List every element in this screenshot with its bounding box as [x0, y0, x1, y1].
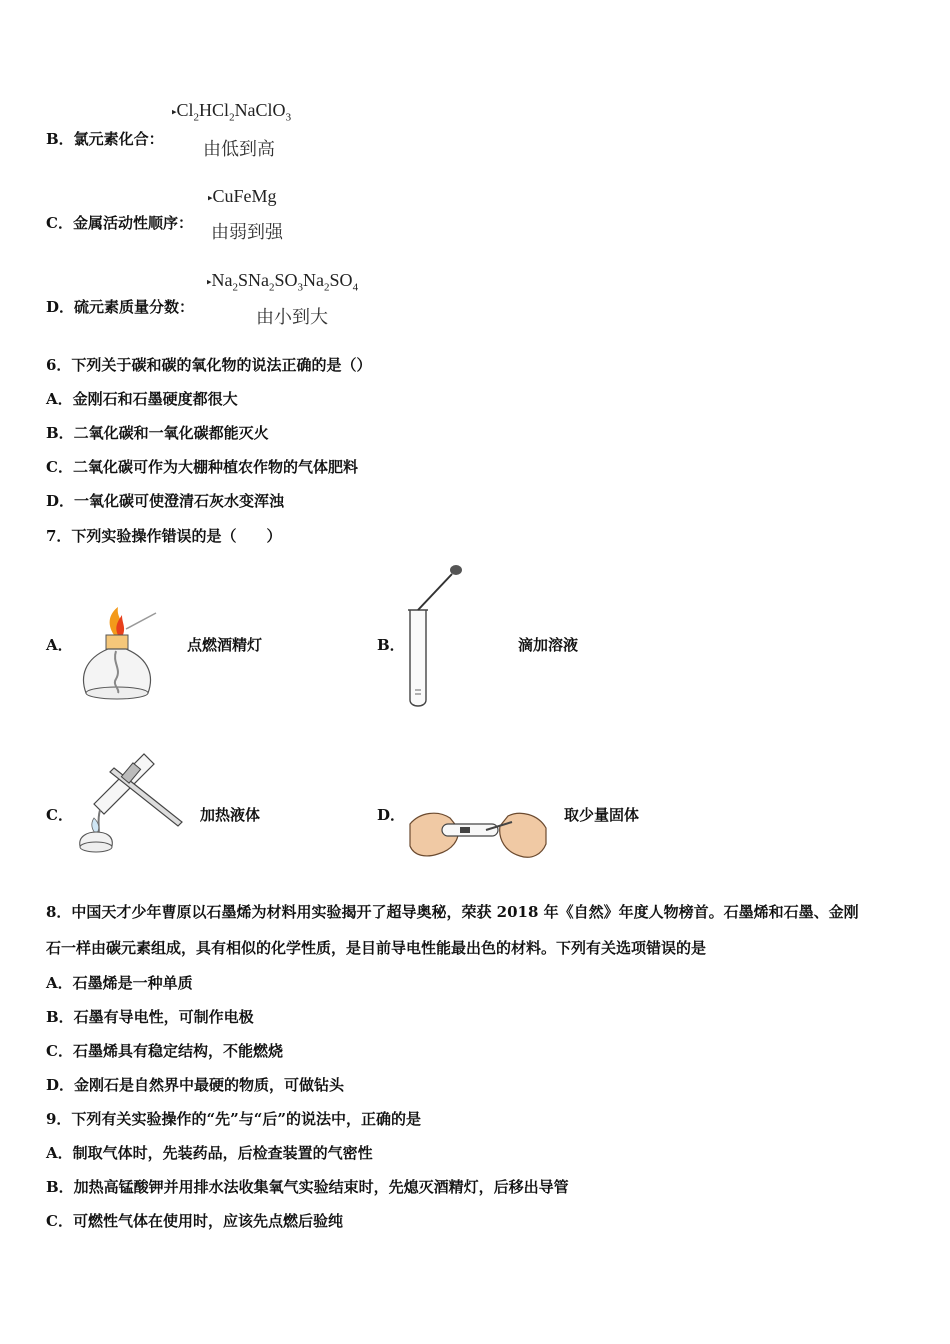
- question-8-option-c: C．石墨烯具有稳定结构，不能燃烧: [46, 1042, 283, 1060]
- q7-choice-b-caption: 滴加溶液: [518, 636, 579, 654]
- arrow-tail-icon: ▸: [208, 192, 213, 203]
- question-6-option-d: D．一氧化碳可使澄清石灰水变浑浊: [46, 492, 285, 510]
- question-6-option-a: A．金刚石和石墨硬度都很大: [46, 390, 238, 408]
- question-9-option-a: A．制取气体时，先装药品，后检查装置的气密性: [46, 1144, 373, 1162]
- option-c-formula: ▸CuFeMg: [208, 186, 277, 206]
- question-9-option-b: B．加热高锰酸钾并用排水法收集氧气实验结束时，先熄灭酒精灯，后移出导管: [46, 1178, 569, 1196]
- option-c-label: C．金属活动性顺序：: [46, 214, 193, 232]
- question-7-stem: 7．下列实验操作错误的是（ ）: [46, 527, 282, 545]
- arrow-tail-icon: ▸: [172, 106, 177, 117]
- option-d-label: D．硫元素质量分数：: [46, 298, 195, 316]
- option-d-direction: 由小到大: [256, 307, 328, 328]
- question-9-option-c: C．可燃性气体在使用时，应该先点燃后验纯: [46, 1212, 343, 1230]
- hands-test-tube-icon: [408, 800, 548, 862]
- q7-choice-c-caption: 加热液体: [200, 806, 261, 824]
- question-9-stem: 9．下列有关实验操作的“先”与“后”的说法中，正确的是: [46, 1110, 421, 1128]
- option-b-direction: 由低到高: [203, 139, 275, 160]
- q7-choice-d-caption: 取少量固体: [564, 806, 640, 824]
- q7-choice-a-caption: 点燃酒精灯: [187, 636, 263, 654]
- question-8-stem-line1: 8．中国天才少年曹原以石墨烯为材料用实验揭开了超导奥秘，荣获 2018 年《自然》年度人物榜首。石墨烯和石墨、金刚: [46, 903, 859, 921]
- question-8-stem-line2: 石一样由碳元素组成，具有相似的化学性质，是目前导电性能最出色的材料。下列有关选项错误的是: [46, 939, 707, 957]
- question-6-option-b: B．二氧化碳和一氧化碳都能灭火: [46, 424, 269, 442]
- option-b-formula: $▸Cl_2HCl_2NaClO_3$: [172, 100, 292, 124]
- option-b-label: B．氯元素化合：: [46, 130, 164, 148]
- q7-choice-a-letter: A．: [46, 636, 73, 654]
- q7-choice-d-letter: D．: [377, 806, 406, 824]
- dropper-test-tube-icon: [402, 562, 472, 712]
- question-8-option-a: A．石墨烯是一种单质: [46, 974, 193, 992]
- arrow-tail-icon: ▸: [207, 276, 212, 287]
- q7-choice-c-letter: C．: [46, 806, 73, 824]
- q7-choice-b-letter: B．: [377, 636, 405, 654]
- question-6-option-c: C．二氧化碳可作为大棚种植农作物的气体肥料: [46, 458, 358, 476]
- heating-test-tube-icon: [74, 748, 189, 863]
- option-c-direction: 由弱到强: [211, 222, 283, 243]
- alcohol-lamp-icon: [76, 605, 166, 713]
- question-6-stem: 6．下列关于碳和碳的氧化物的说法正确的是（）: [46, 356, 372, 374]
- option-d-formula: $▸Na_2SNa_2SO_3Na_2SO_4$: [207, 270, 359, 294]
- question-8-option-d: D．金刚石是自然界中最硬的物质，可做钻头: [46, 1076, 345, 1094]
- question-8-option-b: B．石墨有导电性，可制作电极: [46, 1008, 254, 1026]
